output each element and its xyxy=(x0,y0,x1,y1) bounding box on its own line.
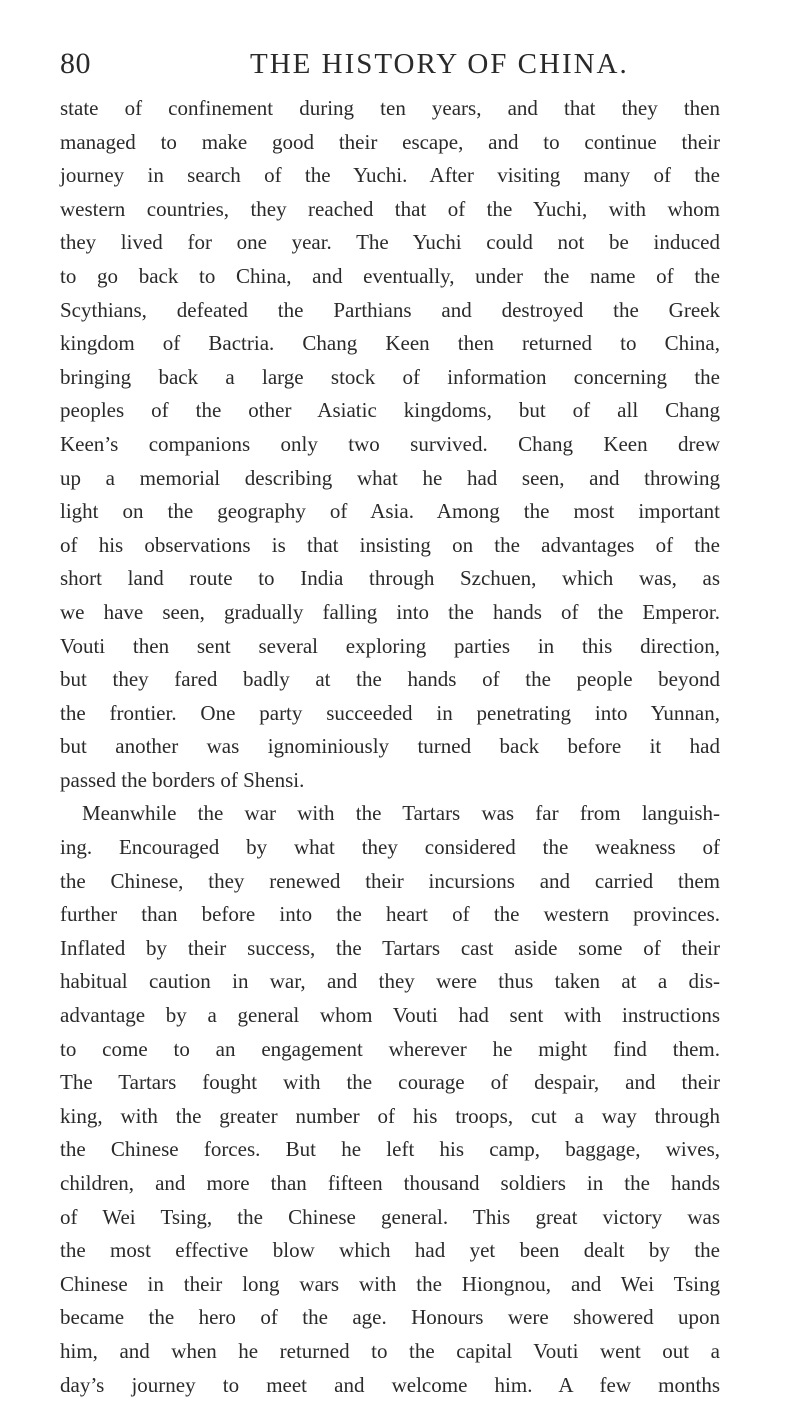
text-line: him, and when he returned to the capital Vouti went out a xyxy=(60,1338,720,1363)
paragraphs xyxy=(60,92,720,1402)
text-line: they lived for one year. The Yuchi could not be induced xyxy=(60,230,720,255)
text-line: became the hero of the age. Honours were showered upon xyxy=(60,1305,720,1330)
text-line: light on the geography of Asia. Among the most important xyxy=(60,499,720,524)
page-number: 80 xyxy=(60,47,91,80)
text-line: short land route to India through Szchuen, which was, as xyxy=(60,566,720,591)
text-line: Inflated by their success, the Tartars cast aside some of their xyxy=(60,935,720,960)
text-line: kingdom of Bactria. Chang Keen then returned to China, xyxy=(60,331,720,356)
paragraph xyxy=(60,797,720,1402)
text-line: further than before into the heart of the western provinces. xyxy=(60,902,720,927)
text-line: ing. Encouraged by what they considered the weakness of xyxy=(60,835,720,860)
text-line: to go back to China, and eventually, under the name of the xyxy=(60,263,720,288)
text-line: The Tartars fought with the courage of despair, and their xyxy=(60,1070,720,1095)
text-line: Scythians, defeated the Parthians and destroyed the Greek xyxy=(60,297,720,322)
text-line: managed to make good their escape, and to continue their xyxy=(60,129,720,154)
text-line: habitual caution in war, and they were thus taken at a dis- xyxy=(60,969,720,994)
text-line: bringing back a large stock of information concerning the xyxy=(60,364,720,389)
text-line: king, with the greater number of his troops, cut a way through xyxy=(60,1103,720,1128)
text-line: we have seen, gradually falling into the hands of the Emperor. xyxy=(60,599,720,624)
text-line: to come to an engagement wherever he might find them. xyxy=(60,1036,720,1061)
text-line: of Wei Tsing, the Chinese general. This great victory was xyxy=(60,1204,720,1229)
text-line: the frontier. One party succeeded in penetrating into Yunnan, xyxy=(60,700,720,725)
text-line: but another was ignominiously turned back before it had xyxy=(60,734,720,759)
text-line: up a memorial describing what he had seen, and throwing xyxy=(60,465,720,490)
paragraph xyxy=(60,92,720,797)
text-line: Chinese in their long wars with the Hiongnou, and Wei Tsing xyxy=(60,1271,720,1296)
text-line: Meanwhile the war with the Tartars was far from languish- xyxy=(82,801,720,826)
text-line: advantage by a general whom Vouti had sent with instructions xyxy=(60,1003,720,1028)
text-line: the Chinese, they renewed their incursions and carried them xyxy=(60,868,720,893)
text-line: children, and more than fifteen thousand soldiers in the hands xyxy=(60,1171,720,1195)
text-line: state of confinement during ten years, and that they then xyxy=(60,96,720,120)
text-line: the most effective blow which had yet been dealt by the xyxy=(60,1238,720,1263)
text-line: journey in search of the Yuchi. After visiting many of the xyxy=(60,163,720,188)
text-line: day’s journey to meet and welcome him. A few months xyxy=(60,1372,720,1397)
text-line: western countries, they reached that of the Yuchi, with whom xyxy=(60,196,720,221)
text-line: of his observations is that insisting on the advantages of the xyxy=(60,532,720,557)
text-line: Vouti then sent several exploring parties in this direction, xyxy=(60,633,720,658)
running-head xyxy=(60,44,720,84)
text-line: peoples of the other Asiatic kingdoms, but of all Chang xyxy=(60,398,720,423)
text-line: the Chinese forces. But he left his camp, baggage, wives, xyxy=(60,1137,720,1162)
running-title: THE HISTORY OF CHINA. xyxy=(250,48,629,80)
text-line: Keen’s companions only two survived. Chang Keen drew xyxy=(60,431,720,456)
text-line: but they fared badly at the hands of the people beyond xyxy=(60,667,720,692)
body-text xyxy=(60,92,720,1402)
text-line: passed the borders of Shensi. xyxy=(60,767,305,792)
